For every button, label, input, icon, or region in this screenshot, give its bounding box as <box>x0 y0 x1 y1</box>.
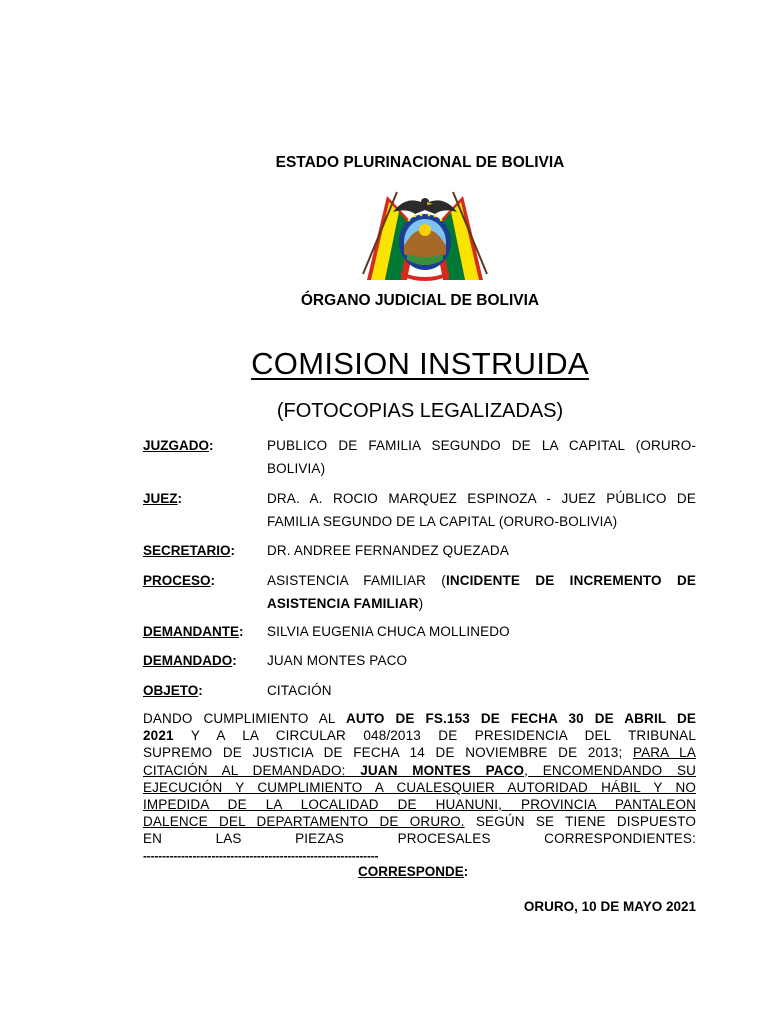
body-paragraph <box>143 710 696 848</box>
field-value: DRA. A. ROCIO MARQUEZ ESPINOZA - JUEZ PÚBLICO DE FAMILIA SEGUNDO DE LA CAPITAL (ORURO-BOLIVIA) <box>267 491 696 529</box>
field-value: SILVIA EUGENIA CHUCA MOLLINEDO <box>267 624 510 639</box>
paragraph-line: DANDO CUMPLIMIENTO AL AUTO DE FS.153 DE FECHA 30 DE ABRIL DE <box>143 711 696 726</box>
field-label: JUZGADO: <box>143 438 214 453</box>
document-title: COMISION INSTRUIDA <box>251 346 589 381</box>
field-juzgado <box>143 434 696 480</box>
field-value: PUBLICO DE FAMILIA SEGUNDO DE LA CAPITAL (ORURO-BOLIVIA) <box>267 438 696 476</box>
field-label: DEMANDADO: <box>143 653 237 668</box>
field-label: JUEZ: <box>143 491 183 506</box>
field-juez <box>143 487 696 533</box>
field-value: JUAN MONTES PACO <box>267 653 408 668</box>
paragraph-line: 2021 Y A LA CIRCULAR 048/2013 DE PRESIDENCIA DEL TRIBUNAL <box>143 728 696 744</box>
field-label: SECRETARIO: <box>143 543 236 558</box>
field-objeto <box>143 679 696 702</box>
field-label: DEMANDANTE: <box>143 624 244 639</box>
judicial-organ-heading: ÓRGANO JUDICIAL DE BOLIVIA <box>300 292 540 309</box>
bolivia-coat-of-arms-icon <box>357 188 493 282</box>
paragraph-line: IMPEDIDA DE LA LOCALIDAD DE HUANUNI, PROVINCIA PANTALEON <box>143 796 696 812</box>
paragraph-line: DALENCE DEL DEPARTAMENTO DE ORURO. SEGÚN SE TIENE DISPUESTO <box>143 814 696 830</box>
paragraph-line: EJECUCIÓN Y CUMPLIMIENTO A CUALESQUIER AUTORIDAD HÁBIL Y NO <box>143 779 696 795</box>
document-subtitle: (FOTOCOPIAS LEGALIZADAS) <box>276 400 564 422</box>
field-label: OBJETO: <box>143 683 203 698</box>
field-proceso <box>143 569 696 615</box>
country-heading: ESTADO PLURINACIONAL DE BOLIVIA <box>275 154 565 171</box>
field-demandante <box>143 620 696 643</box>
field-label: PROCESO: <box>143 573 216 588</box>
paragraph-line: CITACIÓN AL DEMANDADO: JUAN MONTES PACO, ENCOMENDANDO SU <box>143 762 696 778</box>
field-demandado <box>143 649 696 672</box>
paragraph-line: EN LAS PIEZAS PROCESALES CORRESPONDIENTES: <box>143 831 696 847</box>
corresponde-label: CORRESPONDE: <box>358 864 469 879</box>
place-and-date: ORURO, 10 DE MAYO 2021 <box>523 899 696 914</box>
dash-separator: -------------------------------------------------------------- <box>143 849 379 863</box>
field-secretario <box>143 539 696 562</box>
field-value: DR. ANDREE FERNANDEZ QUEZADA <box>267 543 509 558</box>
paragraph-line: SUPREMO DE JUSTICIA DE FECHA 14 DE NOVIEMBRE DE 2013; PARA LA <box>143 745 696 761</box>
field-value: ASISTENCIA FAMILIAR (INCIDENTE DE INCREMENTO DE ASISTENCIA FAMILIAR) <box>267 573 697 611</box>
field-value: CITACIÓN <box>267 683 332 698</box>
